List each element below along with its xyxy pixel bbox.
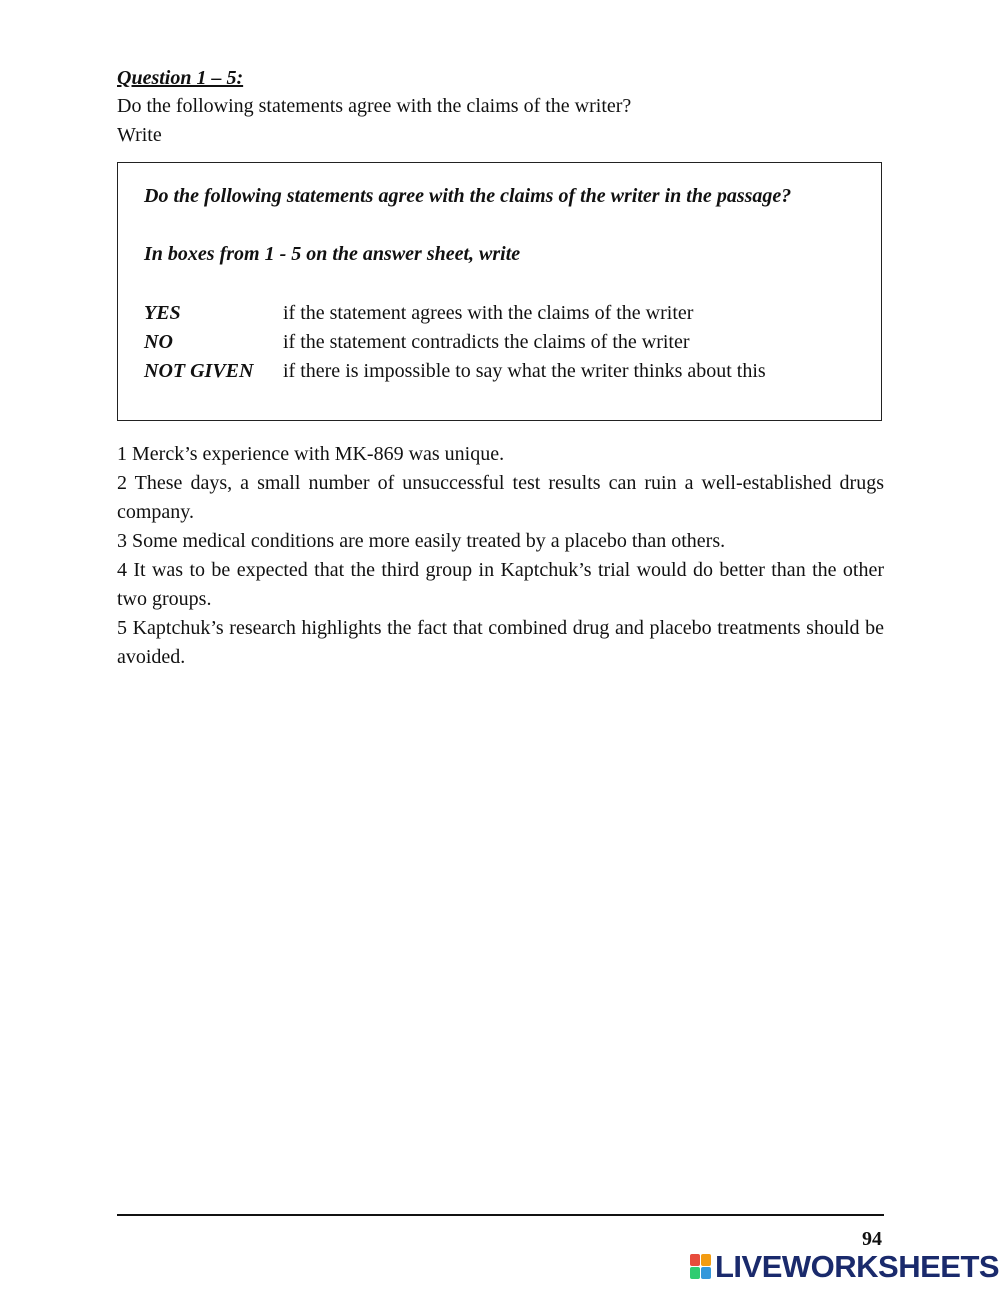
option-key: NO: [144, 331, 173, 353]
logo-text: LIVEWORKSHEETS: [715, 1249, 1000, 1284]
option-key: NOT GIVEN: [144, 360, 254, 382]
option-key: YES: [144, 302, 181, 324]
write-text: Write: [117, 124, 162, 146]
statement-list: [117, 440, 884, 672]
option-no: [144, 328, 874, 357]
statement-3: 3 Some medical conditions are more easily treated by a placebo than others.: [117, 530, 726, 552]
instruction-box: [117, 162, 882, 421]
option-description: if the statement contradicts the claims of the writer: [283, 331, 690, 353]
option-yes: [144, 299, 874, 328]
statement-5: 5 Kaptchuk’s research highlights the fact that combined drug and placebo treatments should be avoided.: [117, 617, 884, 668]
footer-rule: [117, 1214, 884, 1216]
statement-1: 1 Merck’s experience with MK-869 was unique.: [117, 443, 505, 465]
liveworksheets-logo-icon: [690, 1254, 712, 1280]
page-number: 94: [862, 1228, 882, 1250]
statement-4: 4 It was to be expected that the third group in Kaptchuk’s trial would do better than the other two groups.: [117, 559, 884, 610]
intro-text: Do the following statements agree with the claims of the writer?: [117, 95, 632, 117]
instruction-subheading: In boxes from 1 - 5 on the answer sheet, write: [144, 243, 521, 265]
statement-2: 2 These days, a small number of unsuccessful test results can ruin a well-established drugs company.: [117, 472, 884, 523]
question-title: Question 1 – 5:: [117, 67, 244, 89]
instruction-heading: Do the following statements agree with the claims of the writer in the passage?: [144, 185, 792, 207]
option-description: if the statement agrees with the claims of the writer: [283, 302, 694, 324]
option-not-given: [144, 357, 874, 386]
liveworksheets-logo[interactable]: [690, 1250, 999, 1284]
option-description: if there is impossible to say what the writer thinks about this: [283, 360, 766, 382]
